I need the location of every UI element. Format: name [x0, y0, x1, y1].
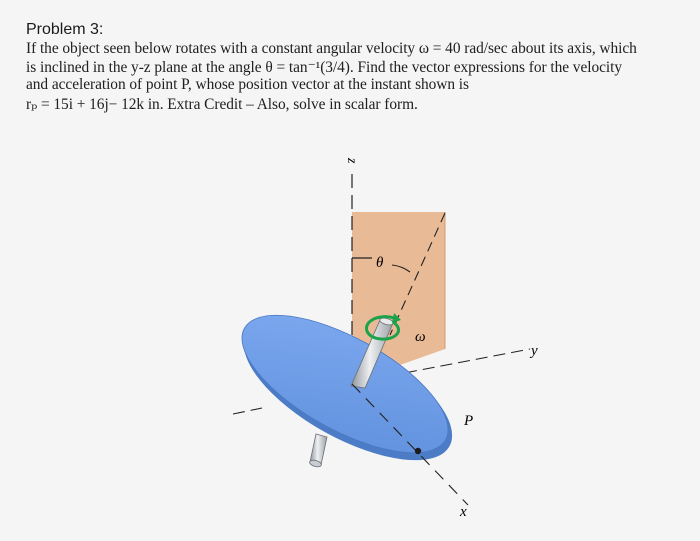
problem-text-line-4: rₚ = 15i + 16j− 12k in. Extra Credit – Also, solve in scalar form. [26, 96, 418, 113]
y-axis-label: y [531, 343, 538, 359]
z-axis-label: z [344, 158, 359, 164]
point-p-label: P [464, 413, 474, 429]
lower-shaft [309, 434, 327, 468]
omega-label: ω [415, 329, 426, 345]
problem-text-line-1: If the object seen below rotates with a constant angular velocity ω = 40 rad/sec about its axis, which [26, 40, 637, 57]
problem-text-line-3: and acceleration of point P, whose position vector at the instant shown is [26, 76, 469, 93]
problem-text-line-2: is inclined in the y-z plane at the angle θ = tan⁻¹(3/4). Find the vector expressions for the velocity [26, 59, 622, 76]
point-p-marker [415, 448, 421, 454]
problem-title: Problem 3: [26, 21, 104, 38]
y-axis-negative [233, 408, 262, 414]
theta-label: θ [376, 255, 384, 271]
x-axis-label: x [460, 504, 467, 520]
